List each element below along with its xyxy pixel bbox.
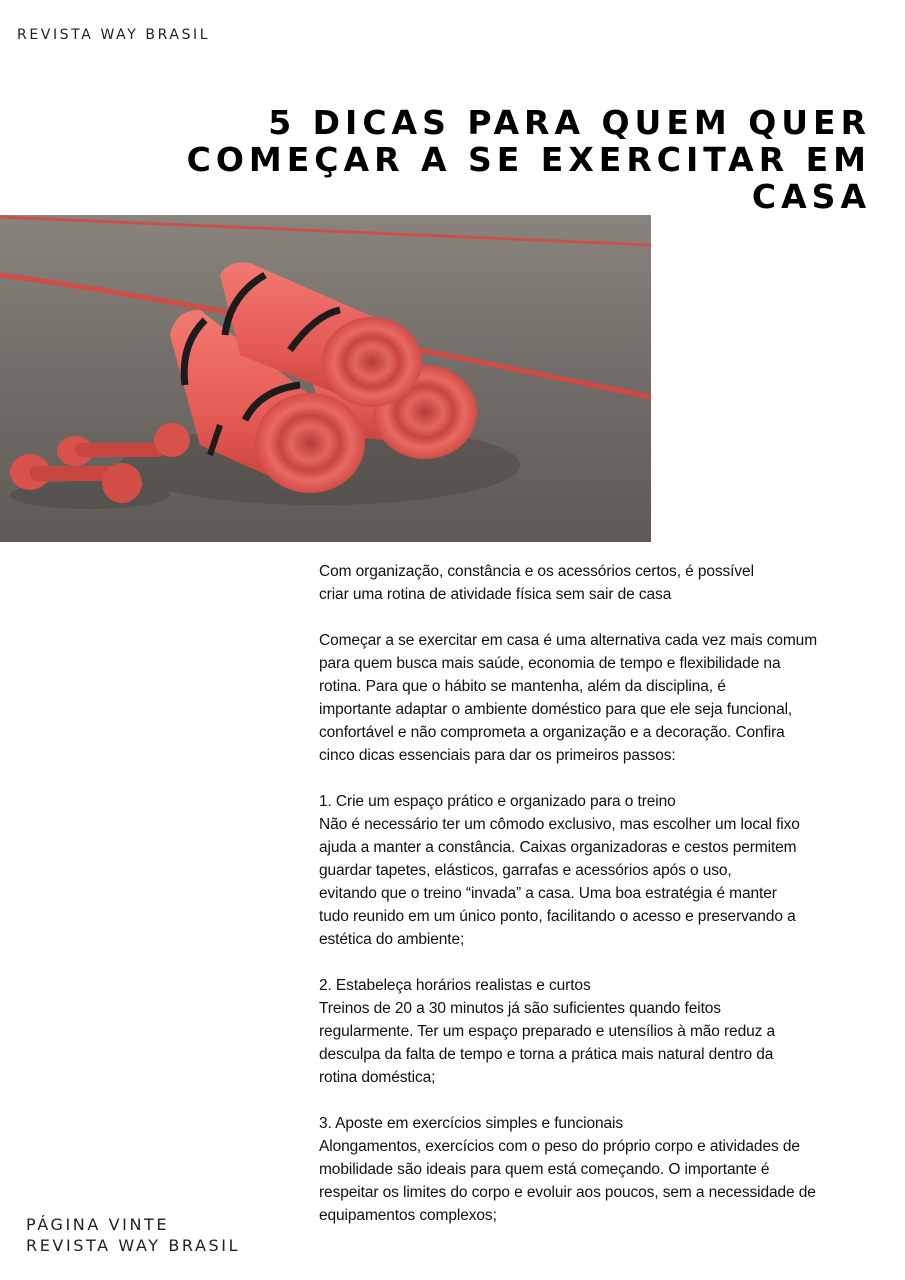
text-line: desculpa da falta de tempo e torna a prática mais natural dentro da: [319, 1046, 774, 1063]
article-body: [319, 560, 859, 1250]
text-line: Com organização, constância e os acessórios certos, é possível: [319, 563, 754, 580]
yoga-mats-dumbbells-photo: [0, 215, 651, 542]
tip-title: 1. Crie um espaço prático e organizado para o treino: [319, 793, 676, 810]
text-line: criar uma rotina de atividade física sem sair de casa: [319, 586, 672, 603]
headline-line-1: 5 DICAS PARA QUEM QUER: [268, 103, 871, 142]
text-line: mobilidade são ideais para quem está começando. O importante é: [319, 1161, 770, 1178]
text-line: respeitar os limites do corpo e evoluir aos poucos, sem a necessidade de: [319, 1184, 816, 1201]
text-line: Alongamentos, exercícios com o peso do próprio corpo e atividades de: [319, 1138, 800, 1155]
article-subtitle: [319, 560, 859, 606]
tip-2: [319, 974, 859, 1089]
text-line: estética do ambiente;: [319, 931, 465, 948]
mat-left-end: [255, 393, 365, 493]
text-line: rotina. Para que o hábito se mantenha, além da disciplina, é: [319, 678, 726, 695]
headline-line-2: COMEÇAR A SE EXERCITAR EM: [186, 140, 871, 179]
text-line: regularmente. Ter um espaço preparado e utensílios à mão reduz a: [319, 1023, 775, 1040]
text-line: evitando que o treino “invada” a casa. Uma boa estratégia é manter: [319, 885, 777, 902]
text-line: equipamentos complexos;: [319, 1207, 497, 1224]
text-line: Começar a se exercitar em casa é uma alternativa cada vez mais comum: [319, 632, 818, 649]
hero-photo: [0, 215, 651, 542]
mat-top-end: [322, 317, 422, 407]
text-line: ajuda a manter a constância. Caixas organizadoras e cestos permitem: [319, 839, 797, 856]
masthead: REVISTA WAY BRASIL: [17, 27, 211, 43]
article-headline: [171, 104, 871, 215]
text-line: guardar tapetes, elásticos, garrafas e acessórios após o uso,: [319, 862, 732, 879]
text-line: cinco dicas essenciais para dar os primeiros passos:: [319, 747, 676, 764]
tip-title: 3. Aposte em exercícios simples e funcionais: [319, 1115, 624, 1132]
page-footer: [26, 1214, 240, 1256]
tip-3: [319, 1112, 859, 1227]
text-line: importante adaptar o ambiente doméstico para que ele seja funcional,: [319, 701, 793, 718]
text-line: Não é necessário ter um cômodo exclusivo, mas escolher um local fixo: [319, 816, 800, 833]
footer-publication: REVISTA WAY BRASIL: [26, 1236, 241, 1255]
page-number: PÁGINA VINTE: [26, 1215, 170, 1234]
tip-title: 2. Estabeleça horários realistas e curtos: [319, 977, 591, 994]
text-line: rotina doméstica;: [319, 1069, 436, 1086]
text-line: tudo reunido em um único ponto, facilitando o acesso e preservando a: [319, 908, 796, 925]
headline-line-3: CASA: [751, 177, 871, 216]
text-line: para quem busca mais saúde, economia de tempo e flexibilidade na: [319, 655, 781, 672]
tip-1: [319, 790, 859, 951]
text-line: Treinos de 20 a 30 minutos já são suficientes quando feitos: [319, 1000, 721, 1017]
text-line: confortável e não comprometa a organização e a decoração. Confira: [319, 724, 785, 741]
article-intro: [319, 629, 859, 767]
